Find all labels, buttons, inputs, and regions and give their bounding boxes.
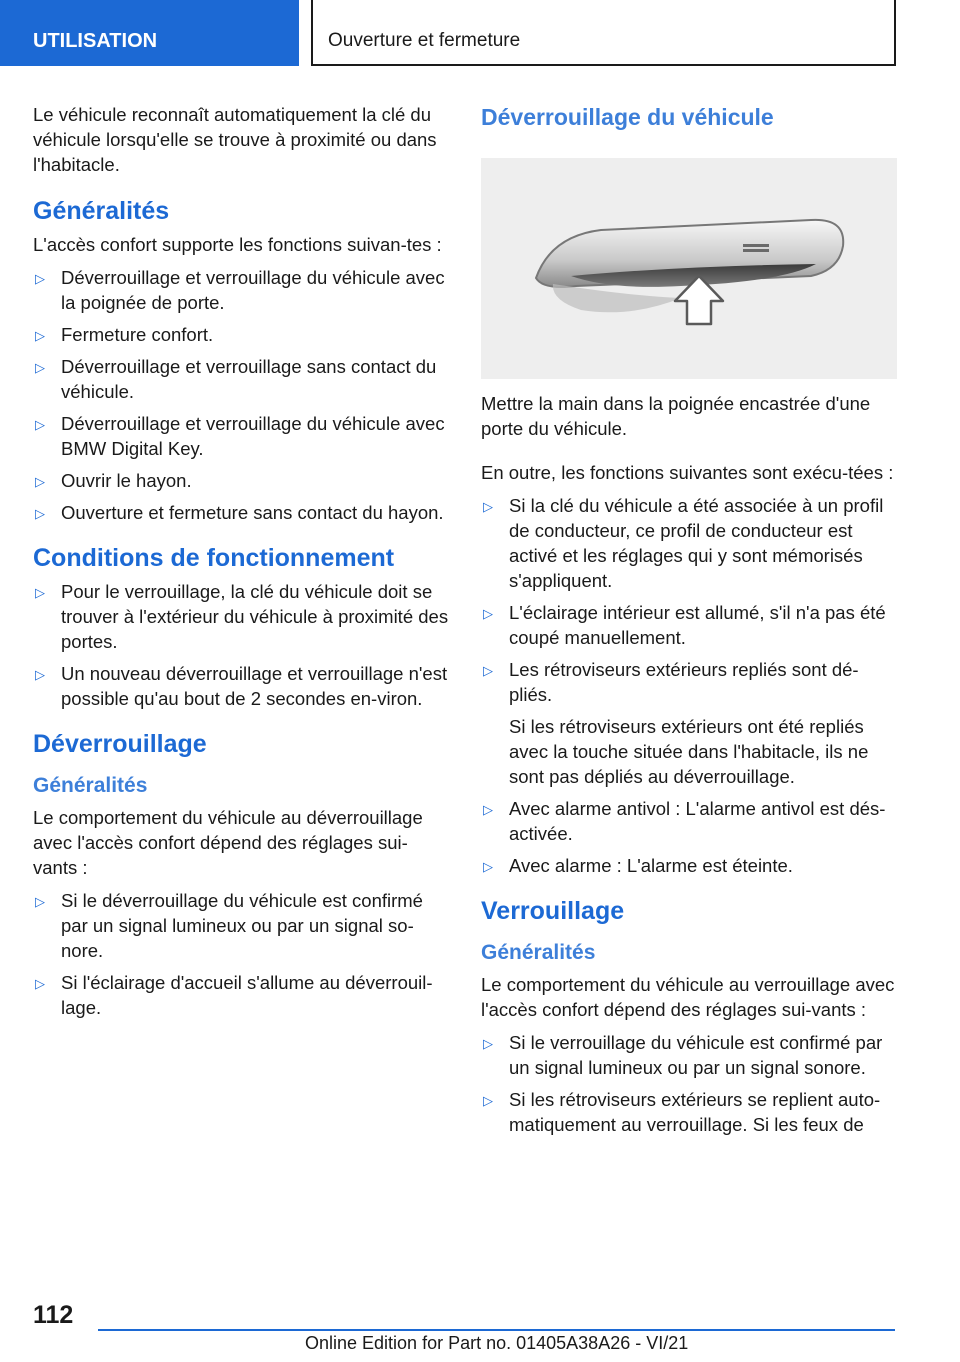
list-item: ▷ L'éclairage intérieur est allumé, s'il n'a pas été coupé manuellement. [483,602,886,648]
bullet-marker-icon: ▷ [483,802,493,817]
generalites-list [33,265,449,525]
bullet-marker-icon: ▷ [483,499,493,514]
generalites-text: L'accès confort supporte les fonctions suivan-tes : [33,234,442,255]
bullet-marker-icon: ▷ [35,474,45,489]
list-item: ▷ Fermeture confort. [33,322,449,347]
page-number: 112 [33,1301,74,1329]
verrouillage-list [481,1030,899,1137]
list-item: ▷ Les rétroviseurs extérieurs repliés sont dé-pliés. Si les rétroviseurs extérieurs ont été repliés avec la touche située dans l'habitacle, ils ne sont pas dépliés au déverrouillage. [481,657,899,789]
heading-generalites: Généralités [33,197,170,225]
bullet-marker-icon: ▷ [35,585,45,600]
bullet-marker-icon: ▷ [483,663,493,678]
conditions-list [33,579,449,711]
bullet-marker-icon: ▷ [35,506,45,521]
footer-edition: Online Edition for Part no. 01405A38A26 - VI/21 [305,1333,689,1353]
unlock-instruction: Mettre la main dans la poignée encastrée d'une porte du véhicule. [481,393,871,439]
heading-verrouillage: Verrouillage [481,897,625,925]
header-section-tab [0,0,299,66]
heading-deverrouillage-vehicule: Déverrouillage du véhicule [481,104,774,130]
list-item: ▷ Un nouveau déverrouillage et verrouillage n'est possible qu'au bout de 2 secondes en-viron. [35,663,448,709]
deverrouillage-list [33,888,449,1020]
footer-divider [98,1329,895,1331]
door-handle-illustration [481,158,897,379]
bullet-marker-icon: ▷ [35,667,45,682]
list-item: ▷ Ouvrir le hayon. [33,468,449,493]
bullet-marker-icon: ▷ [35,417,45,432]
header-topic-label: Ouverture et fermeture [328,30,521,51]
bullet-marker-icon: ▷ [35,271,45,286]
heading-conditions: Conditions de fonctionnement [33,544,395,572]
list-item: ▷ Avec alarme antivol : L'alarme antivol est dés-activée. [483,798,886,844]
list-item: ▷ Si le verrouillage du véhicule est confirmé par un signal lumineux ou par un signal sonore. [483,1032,883,1078]
list-item: ▷ Pour le verrouillage, la clé du véhicule doit se trouver à l'extérieur du véhicule à proximité des portes. [35,581,449,652]
bullet-marker-icon: ▷ [483,1093,493,1108]
bullet-marker-icon: ▷ [483,859,493,874]
door-handle-image [481,158,897,379]
bullet-marker-icon: ▷ [35,976,45,991]
unlock-functions-list [481,493,899,878]
list-item: ▷ Déverrouillage et verrouillage sans contact du véhicule. [35,356,437,402]
list-item: ▷ Si l'éclairage d'accueil s'allume au déverrouil-lage. [35,972,433,1018]
list-item: ▷ Si le déverrouillage du véhicule est confirmé par un signal lumineux ou par un signal so-nore. [35,890,423,961]
header-section-label: UTILISATION [33,30,158,52]
list-item: ▷ Ouverture et fermeture sans contact du hayon. [33,500,449,525]
bullet-marker-icon: ▷ [35,360,45,375]
header-topic-box [311,0,896,66]
right-column [481,102,899,1155]
verrouillage-text: Le comportement du véhicule au verrouillage avec l'accès confort dépend des réglages sui-vants : [481,974,895,1020]
list-item: ▷ Si les rétroviseurs extérieurs se replient auto-matiquement au verrouillage. Si les feux de [483,1089,881,1135]
list-item: ▷ Déverrouillage et verrouillage du véhicule avec BMW Digital Key. [35,413,445,459]
deverrouillage-text: Le comportement du véhicule au déverrouillage avec l'accès confort dépend des réglages sui-vants : [33,807,423,878]
bullet-marker-icon: ▷ [483,606,493,621]
heading-deverrouillage: Déverrouillage [33,730,207,758]
list-item: ▷ Si la clé du véhicule a été associée à un profil de conducteur, ce profil de conducteur est activé et les réglages qui y sont mémorisés s'appliquent. [483,495,884,591]
left-column [33,102,449,1038]
bullet-marker-icon: ▷ [35,894,45,909]
subheading-generalites: Généralités [33,774,148,797]
subheading-generalites-verrouillage: Généralités [481,941,596,964]
unlock-functions-text: En outre, les fonctions suivantes sont exécu-tées : [481,462,894,483]
bullet-marker-icon: ▷ [35,328,45,343]
bullet-marker-icon: ▷ [483,1036,493,1051]
list-item-subtext: Si les rétroviseurs extérieurs ont été repliés avec la touche située dans l'habitacle, ils ne sont pas dépliés au déverrouillage. [509,716,869,787]
list-item: ▷ Déverrouillage et verrouillage du véhicule avec la poignée de porte. [35,267,445,313]
list-item: ▷ Avec alarme : L'alarme est éteinte. [481,853,899,878]
intro-paragraph: Le véhicule reconnaît automatiquement la clé du véhicule lorsqu'elle se trouve à proximité ou dans l'habitacle. [33,104,437,175]
